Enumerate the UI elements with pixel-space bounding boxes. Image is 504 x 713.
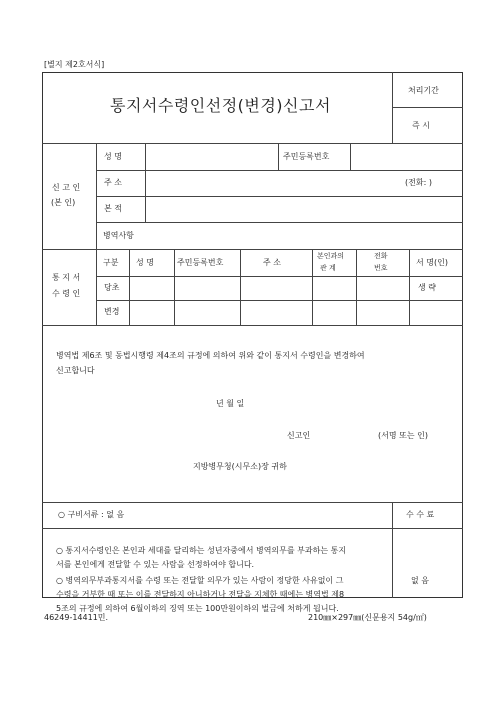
form-title: 통지서수령인선정(변경)신고서 [110, 96, 331, 115]
col-signature-header: 서 명(인) [416, 258, 448, 267]
reporter-group-sublabel: (본 인) [51, 198, 76, 207]
col-relation-header-2: 관 계 [320, 264, 336, 272]
form-number-label: [별지 제2호서식] [44, 60, 105, 69]
declaration-text-2: 신고합니다 [56, 366, 95, 375]
processing-period-label: 처리기간 [408, 86, 439, 95]
name-label: 성 명 [104, 152, 122, 161]
footer-form-code: 46249-14411민. [44, 613, 109, 622]
fee-label: 수 수 료 [406, 510, 435, 519]
row-changed-fields[interactable] [130, 301, 462, 324]
resident-number-field[interactable] [351, 144, 462, 169]
reporter-group-label: 신 고 인 [52, 183, 81, 192]
note-line: ○ 통지서수령인은 본인과 세대를 달리하는 성년자중에서 병역의무를 부과하는 통지 [56, 546, 347, 555]
footer-paper-spec: 210㎜×297㎜(신문용지 54g/㎡) [308, 613, 427, 622]
col-relation-header: 본인과의 [317, 252, 345, 260]
phone-label: (전화: ) [405, 178, 432, 187]
name-field[interactable] [146, 144, 277, 169]
resident-number-label: 주민등록번호 [283, 152, 330, 161]
required-documents: ○ 구비서류 : 없 음 [58, 510, 125, 519]
col-phone-header: 전화 [374, 252, 388, 260]
col-type-header: 구분 [103, 258, 119, 267]
origin-label: 본 적 [104, 204, 122, 213]
note-line: 수령을 거부한 때 또는 이를 전달하지 아니하거나 전달을 지체한 때에는 병역법 제8 [56, 590, 345, 599]
declaration-addressee: 지방병무청(시무소)장 귀하 [193, 462, 287, 471]
note-line: ○ 병역의무부과통지서를 수령 또는 전달할 의무가 있는 사람이 정당한 사유없이 그 [56, 576, 344, 585]
origin-field[interactable] [146, 197, 462, 221]
recipient-group-label: 통 지 서 [52, 273, 81, 282]
processing-period-value: 즉 시 [412, 121, 430, 130]
col-address-header: 주 소 [263, 258, 281, 267]
address-label: 주 소 [104, 178, 122, 187]
recipient-group-sublabel: 수 령 인 [52, 289, 81, 298]
col-phone-header-2: 번호 [374, 264, 388, 272]
col-name-header: 성 명 [136, 258, 154, 267]
note-line: 5조의 규정에 의하여 6월이하의 징역 또는 100만원이하의 벌금에 처하게 됩니다. [56, 604, 339, 613]
col-resident-number-header: 주민등록번호 [177, 258, 224, 267]
declaration-text: 병역법 제6조 및 동법시행령 제4조의 규정에 의하여 위와 같이 통지서 수령인을 변경하여 [56, 351, 365, 360]
declaration-sign-label: (서명 또는 인) [378, 431, 428, 440]
declaration-date: 년 월 일 [216, 399, 245, 408]
row-original-signature: 생 략 [418, 283, 436, 292]
note-line: 서를 본인에게 전달할 수 있는 사람을 선정하여야 합니다. [56, 560, 255, 569]
declaration-reporter-label: 신고인 [287, 431, 311, 440]
military-status-field[interactable] [146, 223, 462, 248]
row-changed-label: 변경 [104, 307, 120, 316]
military-status-label: 병역사항 [103, 231, 134, 240]
row-original-label: 당초 [104, 283, 120, 292]
fee-value: 없 음 [411, 576, 429, 585]
